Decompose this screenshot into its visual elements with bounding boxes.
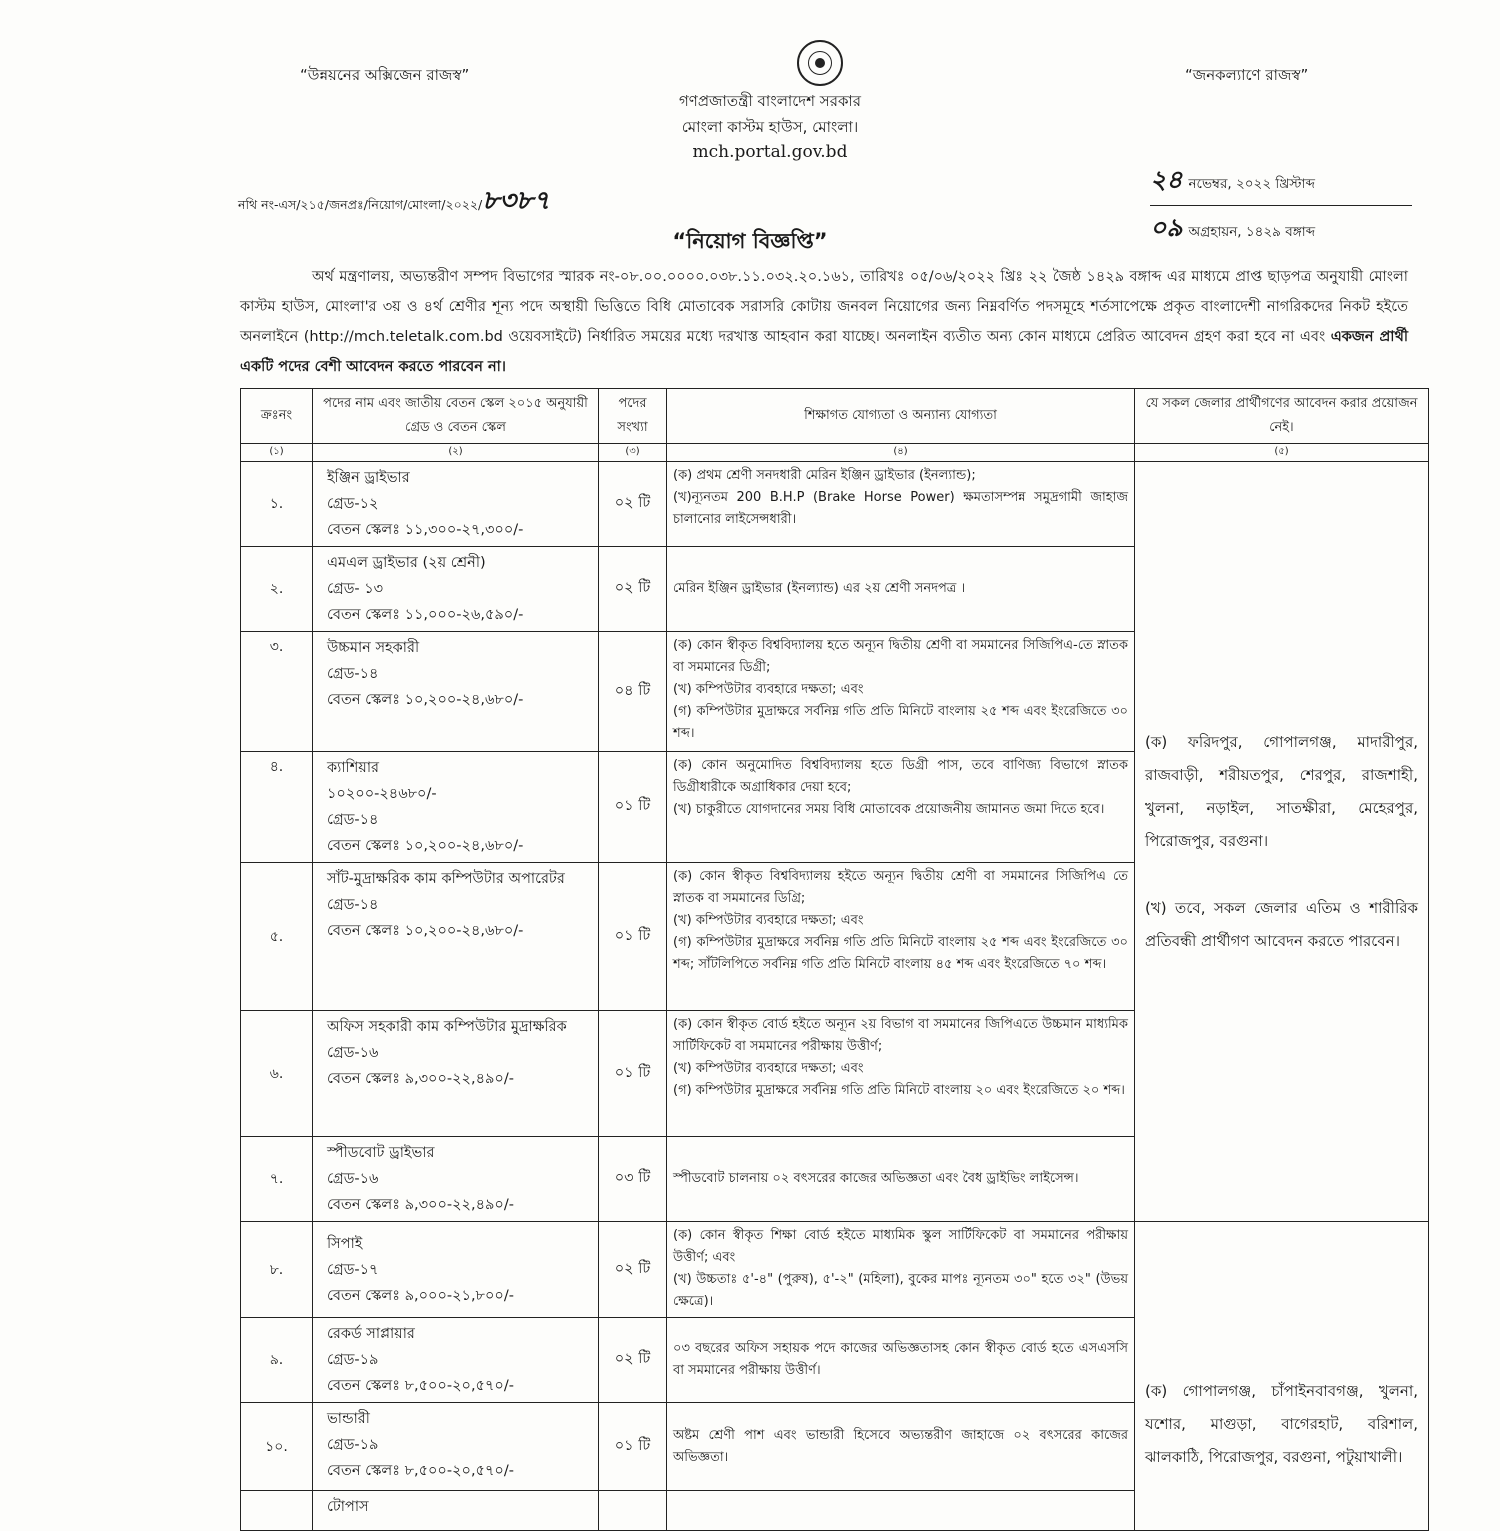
date-bangla — [1150, 208, 1412, 251]
header-sl: ক্রঃনং — [241, 389, 313, 444]
qualification-line: (ক) প্রথম শ্রেণী সনদধারী মেরিন ইঞ্জিন ড্রাইভার (ইনল্যান্ড); — [673, 468, 976, 483]
qualification-line: (ক) কোন স্বীকৃত বিশ্ববিদ্যালয় হতে অন্যূন দ্বিতীয় শ্রেণী বা সমমানের সিজিপিএ-তে স্নাতক বা সমমানের ডিগ্রী; — [673, 638, 1128, 675]
post-grade: গ্রেড-১৪ — [327, 666, 379, 682]
post-name: উচ্চমান সহকারী — [327, 640, 420, 656]
post-name: অফিস সহকারী কাম কম্পিউটার মুদ্রাক্ষরিক — [327, 1019, 567, 1035]
qualification-line: (খ) কম্পিউটার ব্যবহারে দক্ষতা; এবং — [673, 682, 864, 697]
post-grade: গ্রেড-১৯ — [327, 1437, 379, 1453]
qualification-line: (খ) কম্পিউটার ব্যবহারে দক্ষতা; এবং — [673, 913, 864, 928]
qualification-line: (গ) কম্পিউটার মুদ্রাক্ষরে সর্বনিম্ন গতি প্রতি মিনিটে বাংলায় ২৫ শব্দ এবং ইংরেজিতে ৩০ শব্দ; সাঁটলিপিতে সর্বনিম্ন গতি প্রতি মিনিটে বাংলায় ৪৫ শব্দ এবং ইংরেজিতে ৭০ শব্দ। — [673, 935, 1128, 972]
row-count: ০১ টি — [599, 1403, 667, 1491]
row-count: ০১ টি — [599, 1011, 667, 1137]
table-header-row — [241, 389, 1429, 444]
qualification-line: ০৩ বছরের অফিস সহায়ক পদে কাজের অভিজ্ঞতাসহ কোন স্বীকৃত বোর্ড হতে এসএসসি বা সমমানের পরীক্ষায় উত্তীর্ণ। — [673, 1341, 1128, 1378]
qualification-line: (খ)ন্যূনতম 200 B.H.P (Brake Horse Power) ক্ষমতাসম্পন্ন সমুদ্রগামী জাহাজ চালানোর লাইসেন্সধারী। — [673, 490, 1128, 527]
memo-prefix: নথি নং-এস/২১৫/জনপ্রঃ/নিয়োগ/মোংলা/২০২২/ — [238, 197, 483, 212]
table-row — [241, 462, 1429, 547]
header-qualification: শিক্ষাগত যোগ্যতা ও অন্যান্য যোগ্যতা — [667, 389, 1135, 444]
row-qualification — [667, 547, 1135, 632]
memo-number — [238, 180, 550, 224]
post-grade: গ্রেড-১৪ — [327, 812, 379, 828]
post-scale: বেতন স্কেলঃ ৯,০০০-২১,৮০০/- — [327, 1287, 514, 1304]
row-sl: ৩. — [241, 632, 313, 752]
row-post — [313, 462, 599, 547]
date-gregorian-rest: নভেম্বর, ২০২২ খ্রিস্টাব্দ — [1188, 176, 1315, 192]
qualification-line: (গ) কম্পিউটার মুদ্রাক্ষরে সর্বনিম্ন গতি প্রতি মিনিটে বাংলায় ২০ এবং ইংরেজিতে ২০ শব্দ। — [673, 1083, 1125, 1098]
post-name: ভান্ডারী — [327, 1411, 370, 1427]
row-sl: ৭. — [241, 1137, 313, 1222]
row-post — [313, 1403, 599, 1491]
qualification-line: অষ্টম শ্রেণী পাশ এবং ভান্ডারী হিসেবে অভ্যন্তরীণ জাহাজে ০২ বৎসরের কাজের অভিজ্ঞতা। — [673, 1427, 1128, 1465]
post-scale: বেতন স্কেলঃ ৯,৩০০-২২,৪৯০/- — [327, 1197, 514, 1213]
post-scale: বেতন স্কেলঃ ৮,৫০০-২০,৫৭০/- — [327, 1463, 514, 1479]
row-sl — [241, 1491, 313, 1531]
row-post — [313, 1011, 599, 1137]
row-qualification — [667, 462, 1135, 547]
post-name: ক্যাশিয়ার — [327, 760, 380, 776]
row-sl: ২. — [241, 547, 313, 632]
government-emblem-icon — [797, 40, 843, 86]
government-name: গণপ্রজাতন্ত্রী বাংলাদেশ সরকার — [678, 92, 862, 110]
row-sl: ৫. — [241, 863, 313, 1011]
row-qualification — [667, 1491, 1135, 1531]
row-count: ০৪ টি — [599, 632, 667, 752]
date-block — [1150, 160, 1412, 251]
notice-title: “নিয়োগ বিজ্ঞপ্তি” — [672, 229, 828, 253]
row-qualification — [667, 752, 1135, 863]
column-index: (২) — [313, 444, 599, 462]
row-count: ০৩ টি — [599, 1137, 667, 1222]
header-districts: যে সকল জেলার প্রার্থীগণের আবেদন করার প্রয়োজন নেই। — [1135, 389, 1429, 444]
qualification-line: মেরিন ইঞ্জিন ড্রাইভার (ইনল্যান্ড) এর ২য় শ্রেণী সনদপত্র । — [673, 581, 966, 596]
row-qualification — [667, 1222, 1135, 1318]
qualification-line: (ক) কোন স্বীকৃত শিক্ষা বোর্ড হইতে মাধ্যমিক স্কুল সার্টিফিকেট বা সমমানের পরীক্ষায় উত্তীর্ণ; এবং — [673, 1228, 1128, 1265]
row-count — [599, 1491, 667, 1531]
column-index: (১) — [241, 444, 313, 462]
row-sl: ৯. — [241, 1318, 313, 1403]
row-count: ০১ টি — [599, 863, 667, 1011]
intro-text: অর্থ মন্ত্রণালয়, অভ্যন্তরীণ সম্পদ বিভাগের স্মারক নং-০৮.০০.০০০০.০৩৮.১১.০৩২.২০.১৬১, তারিখঃ ০৫/০৬/২০২২ খ্রিঃ ২২ জৈষ্ঠ ১৪২৯ বঙ্গাব্দ এর মাধ্যমে প্রাপ্ত ছাড়পত্র অনুযায়ী মোংলা কাস্টম হাউস, মোংলা'র ৩য় ও ৪র্থ শ্রেণীর শূন্য পদে অস্থায়ী ভিত্তিতে বিধি মোতাবেক সরাসরি কোটায় জনবল নিয়োগের জন্য নিম্নবর্ণিত পদসমূহে শর্তসাপেক্ষে প্রকৃত বাংলাদেশী নাগরিকদের নিকট হইতে অনলাইনে (http://mch.teletalk.com.bd ওয়েবসাইটে) নির্ধারিত সময়ের মধ্যে দরখাস্ত আহবান করা যাচ্ছে। অনলাইন ব্যতীত অন্য কোন মাধ্যমে প্রেরিত আবেদন গ্রহণ করা হবে না এবং — [240, 269, 1408, 345]
intro-paragraph — [240, 262, 1408, 382]
post-salary: ১০২০০-২৪৬৮০/- — [327, 786, 437, 802]
row-post — [313, 1137, 599, 1222]
row-qualification — [667, 863, 1135, 1011]
qualification-line: (খ) চাকুরীতে যোগদানের সময় বিধি মোতাবেক প্রয়োজনীয় জামানত জমা দিতে হবে। — [673, 802, 1105, 817]
post-grade: গ্রেড-১৪ — [327, 897, 379, 913]
qualification-line: (খ) উচ্চতাঃ ৫'-৪" (পুরুষ), ৫'-২" (মহিলা), বুকের মাপঃ ন্যূনতম ৩০" হতে ৩২" (উভয় ক্ষেত্রে)। — [673, 1272, 1128, 1309]
row-sl: ৮. — [241, 1222, 313, 1318]
post-scale: বেতন স্কেলঃ ১০,২০০-২৪,৬৮০/- — [327, 838, 524, 854]
date-divider — [1150, 205, 1412, 206]
slogan-left: “উন্নয়নের অক্সিজেন রাজস্ব” — [300, 66, 470, 84]
column-index: (৪) — [667, 444, 1135, 462]
portal-url: mch.portal.gov.bd — [692, 142, 848, 162]
row-qualification — [667, 1011, 1135, 1137]
districts-group-1 — [1135, 462, 1429, 1222]
row-count: ০১ টি — [599, 752, 667, 863]
post-name: স্পীডবোট ড্রাইভার — [327, 1145, 435, 1161]
post-grade: গ্রেড-১৯ — [327, 1352, 379, 1368]
slogan-right: “জনকল্যাণে রাজস্ব” — [1185, 66, 1309, 84]
row-qualification — [667, 1137, 1135, 1222]
row-post — [313, 1222, 599, 1318]
row-sl: ৬. — [241, 1011, 313, 1137]
row-post — [313, 1318, 599, 1403]
post-name: সিপাই — [327, 1235, 363, 1252]
intro-bold-text: একজন প্রার্থী একটি পদের বেশী আবেদন করতে পারবেন না। — [240, 329, 1409, 375]
date-gregorian-day: ২৪ — [1150, 165, 1183, 194]
post-name: এমএল ড্রাইভার (২য় শ্রেনী) — [327, 555, 486, 571]
header-post: পদের নাম এবং জাতীয় বেতন স্কেল ২০১৫ অনুযায়ী গ্রেড ও বেতন স্কেল — [313, 389, 599, 444]
post-name: টোপাস — [327, 1499, 369, 1515]
districts-group-2-part-a: (ক) গোপালগঞ্জ, চাঁপাইনবাবগঞ্জ, খুলনা, যশোর, মাগুড়া, বাগেরহাট, বরিশাল, ঝালকাঠি, পিরোজপুর, বরগুনা, পটুয়াখালী। — [1145, 1381, 1418, 1466]
row-count: ০২ টি — [599, 1222, 667, 1318]
office-name: মোংলা কাস্টম হাউস, মোংলা। — [681, 118, 859, 136]
date-bangla-day: ০৯ — [1150, 213, 1183, 242]
post-scale: বেতন স্কেলঃ ৮,৫০০-২০,৫৭০/- — [327, 1378, 514, 1394]
post-grade: গ্রেড- ১৩ — [327, 581, 384, 597]
row-sl: ৪. — [241, 752, 313, 863]
post-scale: বেতন স্কেলঃ ১১,৩০০-২৭,৩০০/- — [327, 522, 524, 538]
post-scale: বেতন স্কেলঃ ১১,০০০-২৬,৫৯০/- — [327, 607, 524, 623]
qualification-line: (ক) কোন অনুমোদিত বিশ্ববিদ্যালয় হতে ডিগ্রী পাস, তবে বাণিজ্য বিভাগে স্নাতক ডিগ্রীধারীকে অগ্রাধিকার দেয়া হবে; — [673, 758, 1128, 795]
post-name: সাঁট-মুদ্রাক্ষরিক কাম কম্পিউটার অপারেটর — [327, 871, 565, 887]
vacancy-table — [240, 388, 1429, 1531]
row-post — [313, 1491, 599, 1531]
post-name: রেকর্ড সাপ্লায়ার — [327, 1326, 415, 1342]
row-post — [313, 863, 599, 1011]
row-sl: ১. — [241, 462, 313, 547]
row-qualification — [667, 632, 1135, 752]
table-row — [241, 1222, 1429, 1318]
row-post — [313, 632, 599, 752]
post-grade: গ্রেড-১৬ — [327, 1045, 379, 1061]
qualification-line: স্পীডবোট চালনায় ০২ বৎসরের কাজের অভিজ্ঞতা এবং বৈধ ড্রাইভিং লাইসেন্স। — [673, 1171, 1079, 1186]
post-scale: বেতন স্কেলঃ ১০,২০০-২৪,৬৮০/- — [327, 923, 524, 939]
column-index: (৩) — [599, 444, 667, 462]
districts-group-2 — [1135, 1222, 1429, 1531]
post-grade: গ্রেড-১৭ — [327, 1261, 379, 1278]
row-qualification — [667, 1318, 1135, 1403]
row-sl: ১০. — [241, 1403, 313, 1491]
row-count: ০২ টি — [599, 547, 667, 632]
post-grade: গ্রেড-১২ — [327, 496, 379, 512]
post-scale: বেতন স্কেলঃ ৯,৩০০-২২,৪৯০/- — [327, 1071, 514, 1087]
column-index-row — [241, 444, 1429, 462]
qualification-line: (খ) কম্পিউটার ব্যবহারে দক্ষতা; এবং — [673, 1061, 864, 1076]
date-bangla-rest: অগ্রহায়ন, ১৪২৯ বঙ্গাব্দ — [1188, 224, 1316, 240]
post-name: ইঞ্জিন ড্রাইভার — [327, 470, 410, 486]
qualification-line: (গ) কম্পিউটার মুদ্রাক্ষরে সর্বনিম্ন গতি প্রতি মিনিটে বাংলায় ২৫ শব্দ এবং ইংরেজিতে ৩০ শব্দ। — [673, 704, 1128, 741]
date-gregorian — [1150, 160, 1412, 203]
districts-group-1-part-b: (খ) তবে, সকল জেলার এতিম ও শারীরিক প্রতিবন্ধী প্রার্থীগণ আবেদন করতে পারবেন। — [1145, 898, 1418, 950]
districts-group-1-part-a: (ক) ফরিদপুর, গোপালগঞ্জ, মাদারীপুর, রাজবাড়ী, শরীয়তপুর, শেরপুর, রাজশাহী, খুলনা, নড়াইল, সাতক্ষীরা, মেহেরপুর, পিরোজপুর, বরগুনা। — [1145, 732, 1418, 850]
row-qualification — [667, 1403, 1135, 1491]
memo-handwritten-number: ৮৩৮৭ — [482, 186, 550, 216]
row-post — [313, 547, 599, 632]
qualification-line: (ক) কোন স্বীকৃত বিশ্ববিদ্যালয় হইতে অন্যূন দ্বিতীয় শ্রেণী বা সমমানের সিজিপিএ তে স্নাতক বা সমমানের ডিগ্রি; — [673, 869, 1128, 906]
qualification-line: (ক) কোন স্বীকৃত বোর্ড হইতে অন্যূন ২য় বিভাগ বা সমমানের জিপিএতে উচ্চমান মাধ্যমিক সার্টিফিকেট বা সমমানের পরীক্ষায় উত্তীর্ণ; — [673, 1017, 1128, 1054]
row-count: ০২ টি — [599, 1318, 667, 1403]
header-count: পদের সংখ্যা — [599, 389, 667, 444]
row-count: ০২ টি — [599, 462, 667, 547]
column-index: (৫) — [1135, 444, 1429, 462]
post-grade: গ্রেড-১৬ — [327, 1171, 379, 1187]
post-scale: বেতন স্কেলঃ ১০,২০০-২৪,৬৮০/- — [327, 692, 524, 708]
row-post — [313, 752, 599, 863]
